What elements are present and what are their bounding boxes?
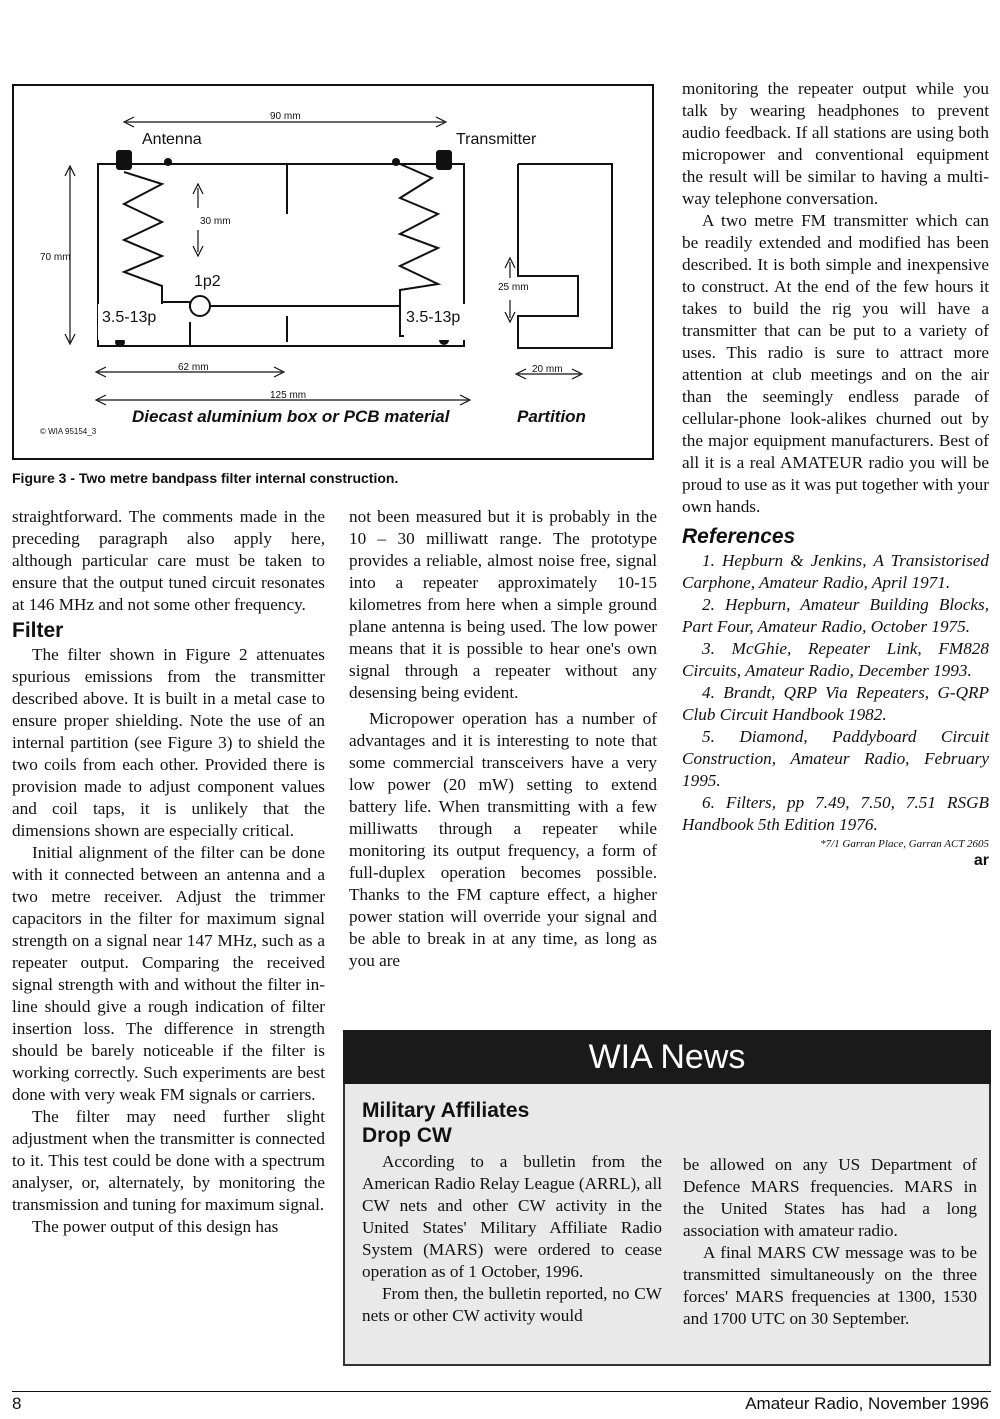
wia-column-1	[362, 1151, 662, 1327]
label-1p2: 1p2	[194, 273, 221, 290]
column-1	[12, 506, 325, 1238]
column-3	[682, 78, 989, 870]
bandpass-filter-diagram	[12, 84, 654, 460]
col1-paragraph: The power output of this design has	[32, 1217, 279, 1236]
wia-paragraph: A final MARS CW message was to be transmitted simultaneously on the three forces' MARS frequencies at 1300, 1530 and 1700 UTC on 30 September.	[683, 1243, 977, 1328]
reference-item: 6. Filters, pp 7.49, 7.50, 7.51 RSGB Handbook 5th Edition 1976.	[682, 793, 989, 834]
publication-footer: Amateur Radio, November 1996	[745, 1394, 989, 1413]
figure-copyright: © WIA 95154_3	[40, 427, 97, 436]
col1-paragraph: The filter shown in Figure 2 attenuates spurious emissions from the transmitter described above. It is built in a metal case to ensure proper shielding. Note the use of an internal partition (see Figure 3) to shield the two coils from each other. Provided there is provision made to adjust component values and coil taps, it is unlikely that the dimensions shown are especially critical.	[12, 645, 325, 840]
antenna-connector	[116, 150, 132, 170]
col1-paragraph: Initial alignment of the filter can be done with it connected between an antenna and a two metre receiver. Adjust the trimmer capacitors in the filter for maximum signal strength on a signal near 147 MHz, such as a repeater output. Comparing the received signal strength with and without the filter in-line should give a rough indication of filter insertion loss. The difference in strength should be barely noticeable if the filter is working correctly. Such experiments are best done with very weak FM signals or carriers.	[12, 843, 325, 1104]
reference-item: 2. Hepburn, Amateur Building Blocks, Part Four, Amateur Radio, October 1975.	[682, 595, 989, 636]
end-mark: ar	[973, 852, 989, 869]
label-box-material: Diecast aluminium box or PCB material	[132, 407, 450, 426]
wia-heading-line-2: Drop CW	[362, 1124, 452, 1147]
wia-paragraph: be allowed on any US Department of Defence MARS frequencies. MARS in the United States has had a long association with amateur radio.	[683, 1155, 977, 1240]
label-20mm: 20 mm	[532, 364, 563, 375]
reference-item: 3. McGhie, Repeater Link, FM828 Circuits, Amateur Radio, December 1993.	[682, 639, 989, 680]
col1-paragraph: straightforward. The comments made in the preceding paragraph also apply here, although particular care must be taken to ensure that the output tuned circuit resonates at 146 MHz and not some other frequency.	[12, 507, 325, 614]
author-address: *7/1 Garran Place, Garran ACT 2605	[820, 838, 989, 850]
reference-item: 4. Brandt, QRP Via Repeaters, G-QRP Club Circuit Handbook 1982.	[682, 683, 989, 724]
label-trimmer-left: 3.5-13p	[102, 309, 157, 326]
references-heading: References	[682, 525, 796, 548]
col2-paragraph: not been measured but it is probably in the 10 – 30 milliwatt range. The prototype provides a reliable, almost noise free, signal into a repeater approximately 10-15 kilometres from here when a simple ground plane antenna is being used. The low power means that it is possible to hear one's own signal through a repeater without any desensing being evident.	[349, 507, 657, 702]
reference-item: 1. Hepburn & Jenkins, A Transistorised Carphone, Amateur Radio, April 1971.	[682, 551, 989, 592]
coupling-capacitor	[190, 296, 210, 316]
figure-caption: Figure 3 - Two metre bandpass filter internal construction.	[12, 470, 399, 486]
right-coil	[400, 164, 438, 306]
transmitter-connector	[436, 150, 452, 170]
filter-heading: Filter	[12, 619, 64, 642]
label-trimmer-right: 3.5-13p	[406, 309, 461, 326]
wia-paragraph: From then, the bulletin reported, no CW nets or other CW activity would	[362, 1284, 662, 1325]
left-coil	[124, 172, 190, 308]
label-antenna: Antenna	[142, 131, 202, 148]
label-25mm: 25 mm	[498, 282, 529, 293]
label-62mm: 62 mm	[178, 362, 209, 373]
wia-column-2	[683, 1154, 977, 1330]
wia-heading-line-1: Military Affiliates	[362, 1099, 530, 1122]
col2-paragraph: Micropower operation has a number of advantages and it is interesting to note that some commercial transceivers have a very low power (20 mW) setting to extend battery life. When transmitting with a few milliwatts through a repeater while monitoring its output frequency, a form of full-duplex operation becomes possible. Thanks to the FM capture effect, a higher power station will override your signal and be able to break in at any time, as long as you are	[349, 709, 657, 970]
partition-shape	[518, 164, 612, 348]
label-125mm: 125 mm	[270, 390, 307, 401]
label-70mm: 70 mm	[40, 252, 71, 263]
column-2	[349, 506, 657, 972]
footer-rule	[12, 1391, 991, 1392]
col1-paragraph: The filter may need further slight adjustment when the transmitter is connected to it. This test could be done with a spectrum analyser, or, alternately, by monitoring the transmission and tuning for maximum signal.	[12, 1107, 325, 1214]
col3-paragraph: A two metre FM transmitter which can be readily extended and modified has been described. It is both simple and inexpensive to construct. At the end of the few hours it takes to build the rig you will have a transmitter that can be put to a variety of uses. This radio is sure to attract more attention at club meetings and on the air than the seemingly endless parade of cellular-phone look-alikes churned out by the major equipment manufacturers. Best of all it is a real AMATEUR radio you will be proud to use as it was put together with your own hands.	[682, 211, 989, 516]
label-90mm: 90 mm	[270, 111, 301, 122]
reference-item: 5. Diamond, Paddyboard Circuit Construction, Amateur Radio, February 1995.	[682, 727, 989, 790]
page-number: 8	[12, 1394, 22, 1413]
wia-paragraph: According to a bulletin from the American Radio Relay League (ARRL), all CW nets and other CW activity in the United States' Military Affiliate Radio System (MARS) were ordered to cease operation as of 1 October, 1996.	[362, 1152, 662, 1281]
label-partition: Partition	[517, 407, 586, 426]
col3-paragraph: monitoring the repeater output while you talk by wearing headphones to prevent audio feedback. If all stations are using both micropower and conventional equipment the result will be similar to having a multi-way telephone conversation.	[682, 79, 989, 208]
wia-article-heading	[362, 1098, 662, 1148]
label-30mm: 30 mm	[200, 216, 231, 227]
wia-news-banner: WIA News	[343, 1030, 991, 1084]
label-transmitter: Transmitter	[456, 131, 537, 148]
